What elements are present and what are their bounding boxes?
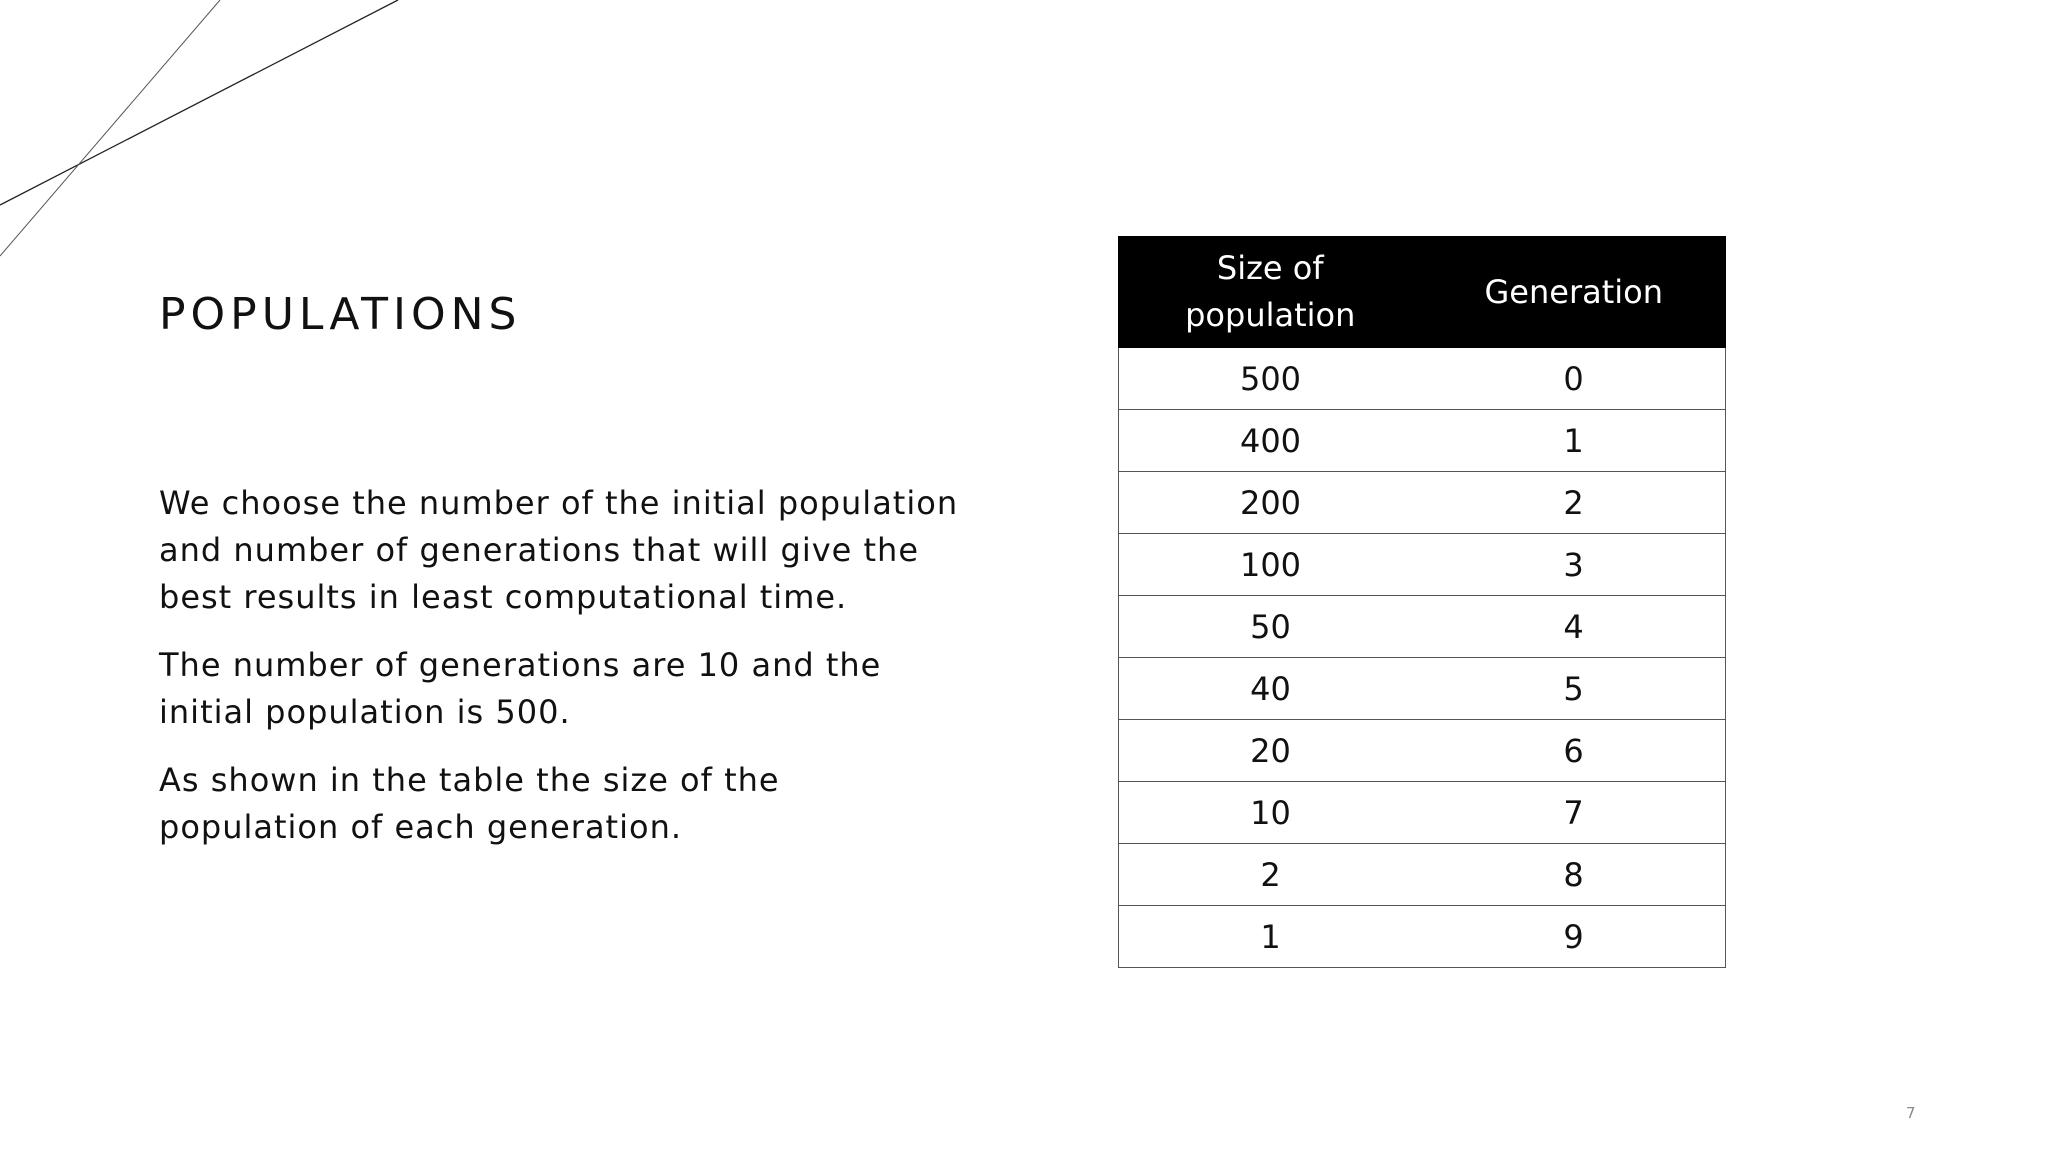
population-size-cell: 40 — [1119, 658, 1423, 720]
paragraph: We choose the number of the initial population and number of generations that will give the best results in least computational time. — [159, 484, 959, 616]
decorative-lines — [0, 0, 420, 270]
header-generation: Generation — [1422, 237, 1726, 348]
population-size-cell: 400 — [1119, 410, 1423, 472]
population-size-cell: 500 — [1119, 348, 1423, 410]
table-row — [1119, 720, 1726, 782]
generation-cell: 4 — [1422, 596, 1726, 658]
table-row — [1119, 906, 1726, 968]
table-row — [1119, 348, 1726, 410]
table-row — [1119, 844, 1726, 906]
generation-cell: 9 — [1422, 906, 1726, 968]
population-size-cell: 2 — [1119, 844, 1423, 906]
population-size-cell: 10 — [1119, 782, 1423, 844]
generation-cell: 0 — [1422, 348, 1726, 410]
population-size-cell: 100 — [1119, 534, 1423, 596]
generation-cell: 8 — [1422, 844, 1726, 906]
slide-title: POPULATIONS — [159, 289, 522, 340]
table-header-row — [1119, 237, 1726, 348]
table-row — [1119, 596, 1726, 658]
paragraph: The number of generations are 10 and the initial population is 500. — [159, 646, 882, 731]
population-size-cell: 1 — [1119, 906, 1423, 968]
generation-cell: 7 — [1422, 782, 1726, 844]
page-number: 7 — [1906, 1104, 1916, 1122]
table-row — [1119, 534, 1726, 596]
generation-cell: 6 — [1422, 720, 1726, 782]
population-size-cell: 50 — [1119, 596, 1423, 658]
population-size-cell: 20 — [1119, 720, 1423, 782]
table-row — [1119, 782, 1726, 844]
table-row — [1119, 472, 1726, 534]
population-size-cell: 200 — [1119, 472, 1423, 534]
decorative-line-1 — [0, 0, 398, 205]
generation-cell: 2 — [1422, 472, 1726, 534]
header-size-of-population: Size of population — [1119, 237, 1423, 348]
table-row — [1119, 658, 1726, 720]
population-table — [1118, 236, 1726, 968]
decorative-line-2 — [0, 0, 220, 256]
paragraph: As shown in the table the size of the population of each generation. — [159, 761, 780, 846]
generation-cell: 3 — [1422, 534, 1726, 596]
generation-cell: 1 — [1422, 410, 1726, 472]
generation-cell: 5 — [1422, 658, 1726, 720]
body-text — [159, 480, 959, 872]
table-row — [1119, 410, 1726, 472]
